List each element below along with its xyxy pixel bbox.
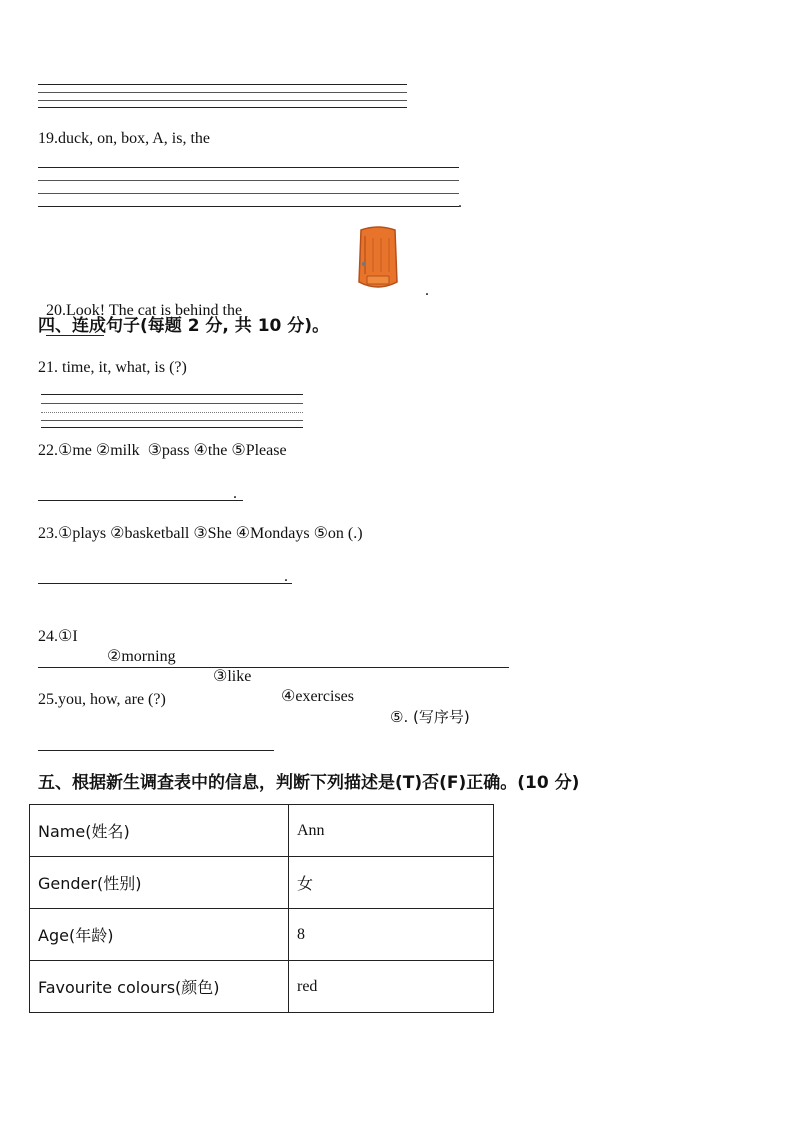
answer-line: [38, 92, 407, 93]
answer-line: [38, 583, 292, 584]
question-23: 23.①plays ②basketball ③She ④Mondays ⑤on (.): [38, 525, 363, 542]
table-row: [30, 909, 494, 961]
section-5-heading: 五、根据新生调查表中的信息，判断下列描述是(T)否(F)正确。(10 分): [38, 773, 580, 793]
question-20-text: 20.Look! The cat is behind the: [46, 302, 243, 319]
door-icon: [355, 226, 401, 292]
table-cell-value: 女: [289, 857, 494, 909]
end-period: .: [425, 282, 429, 299]
section-4-heading: 四、连成句子(每题 2 分, 共 10 分)。: [38, 316, 330, 336]
answer-line: [41, 427, 303, 428]
word-2: ②morning: [107, 648, 176, 665]
answer-line: [38, 180, 459, 181]
survey-table: [29, 804, 494, 1013]
answer-line: [38, 500, 243, 501]
answer-line: [38, 193, 459, 194]
table-cell-label: Age(年龄): [30, 909, 289, 961]
end-period: .: [233, 485, 237, 502]
answer-line: [41, 412, 303, 413]
answer-line: [38, 750, 274, 751]
answer-line: [38, 84, 407, 85]
question-22: 22.①me ②milk ③pass ④the ⑤Please: [38, 442, 287, 459]
table-row: [30, 805, 494, 857]
word-5: ⑤. (写序号): [390, 708, 470, 726]
word-3: ③like: [213, 668, 252, 685]
end-period: .: [284, 568, 288, 585]
question-25: 25.you, how, are (?): [38, 691, 166, 708]
table-row: [30, 857, 494, 909]
question-19: 19.duck, on, box, A, is, the: [38, 130, 210, 147]
answer-line: [38, 167, 459, 168]
question-21: 21. time, it, what, is (?): [38, 359, 187, 376]
table-cell-label: Gender(性别): [30, 857, 289, 909]
end-period: .: [458, 194, 462, 211]
table-cell-value: 8: [289, 909, 494, 961]
answer-line: [38, 107, 407, 108]
word-4: ④exercises: [281, 688, 354, 705]
table-cell-label: Name(姓名): [30, 805, 289, 857]
answer-line: [38, 100, 407, 101]
table-cell-value: Ann: [289, 805, 494, 857]
table-row: [30, 961, 494, 1013]
answer-line: [41, 403, 303, 404]
answer-line: [38, 206, 459, 207]
word-1: 24.①I: [38, 628, 78, 645]
answer-line: [38, 667, 509, 668]
table-cell-value: red: [289, 961, 494, 1013]
answer-line: [41, 420, 303, 421]
table-cell-label: Favourite colours(颜色): [30, 961, 289, 1013]
answer-line: [41, 394, 303, 395]
